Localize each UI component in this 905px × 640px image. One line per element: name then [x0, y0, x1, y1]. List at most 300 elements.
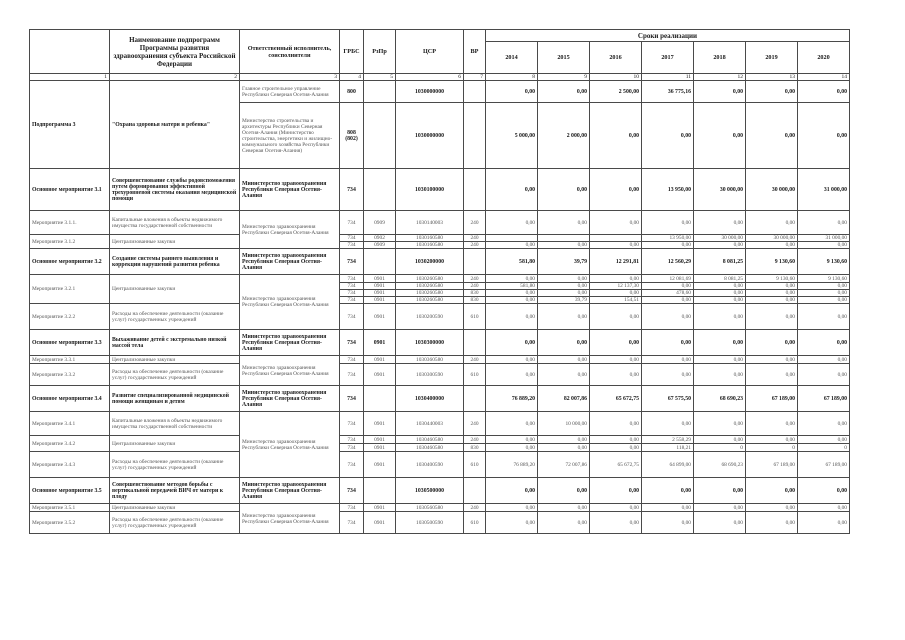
row-code: Мероприятие 3.1.1.: [30, 211, 110, 235]
row-rzpr: 0901: [364, 275, 396, 283]
row-code: Мероприятие 3.2.1: [30, 275, 110, 304]
row-csr: 1030460580: [396, 444, 464, 452]
row-code: Мероприятие 3.5.2: [30, 512, 110, 534]
row-value: 0,00: [486, 478, 538, 504]
row-name: Централизованные закупки: [110, 235, 240, 249]
table-row-activity-3-3-2: [30, 364, 850, 386]
row-grbs: 734: [340, 364, 364, 386]
row-value: 12 137,30: [590, 283, 642, 290]
row-value: 0,00: [798, 330, 850, 356]
row-value: 12 560,29: [642, 249, 694, 275]
row-value: 0,00: [538, 504, 590, 512]
row-rzpr: 0901: [364, 290, 396, 297]
row-value: 0,00: [486, 211, 538, 235]
row-value: 0,00: [486, 330, 538, 356]
row-csr: 1030200590: [396, 304, 464, 330]
header-executor: Ответственный исполнитель, соисполнители: [240, 30, 340, 74]
row-code: Подпрограмма 3: [30, 81, 110, 169]
row-value: 0,00: [746, 436, 798, 444]
row-value: 0,00: [590, 444, 642, 452]
row-vr: 240: [464, 211, 486, 235]
row-grbs: 734: [340, 290, 364, 297]
row-value: 82 007,86: [538, 386, 590, 412]
header-blank-cell: [30, 30, 110, 74]
row-value: [486, 235, 538, 242]
row-value: 9 130,60: [798, 275, 850, 283]
row-vr: 240: [464, 356, 486, 364]
row-value: 8 081,25: [694, 249, 746, 275]
column-index: 1: [30, 74, 110, 81]
header-name: Наименование подпрограмм Программы развития здравоохранения субъекта Российской Федерации: [110, 30, 240, 74]
row-value: 0,00: [798, 81, 850, 103]
row-value: 0,00: [538, 211, 590, 235]
row-value: 0,00: [642, 211, 694, 235]
row-csr: 1030100000: [396, 169, 464, 211]
row-value: 0,00: [694, 364, 746, 386]
row-value: 118,21: [642, 444, 694, 452]
row-grbs: 734: [340, 478, 364, 504]
row-value: 0,00: [538, 444, 590, 452]
column-index: 11: [642, 74, 694, 81]
row-value: 0,00: [746, 103, 798, 169]
column-index: 9: [538, 74, 590, 81]
row-value: 68 690,23: [694, 452, 746, 478]
row-value: 0,00: [486, 356, 538, 364]
row-value: 0,00: [538, 304, 590, 330]
row-value: 0,00: [746, 356, 798, 364]
row-value: 0,00: [746, 81, 798, 103]
column-index: 5: [364, 74, 396, 81]
row-value: 0,00: [590, 103, 642, 169]
row-value: 581,80: [486, 283, 538, 290]
row-csr: 1030160580: [396, 242, 464, 249]
header-year: 2019: [746, 42, 798, 74]
row-grbs: 734: [340, 444, 364, 452]
row-name: Выхаживание детей с экстремально низкой массой тела: [110, 330, 240, 356]
row-value: 0,00: [746, 504, 798, 512]
row-rzpr: 0902: [364, 235, 396, 242]
row-value: 0,00: [798, 211, 850, 235]
row-value: 13 950,00: [642, 169, 694, 211]
row-value: 0,00: [486, 436, 538, 444]
row-value: 30 000,00: [694, 235, 746, 242]
row-grbs: 734: [340, 242, 364, 249]
row-value: 0,00: [798, 436, 850, 444]
row-value: 0,00: [486, 304, 538, 330]
row-value: 0,00: [694, 412, 746, 436]
row-vr: [464, 478, 486, 504]
column-index: 8: [486, 74, 538, 81]
column-index: 13: [746, 74, 798, 81]
row-csr: 1030400000: [396, 386, 464, 412]
row-value: 0,00: [798, 304, 850, 330]
row-executor: Министерство здравоохранения Республики Северная Осетия-Алания: [240, 504, 340, 534]
row-value: 0: [798, 444, 850, 452]
row-rzpr: [364, 249, 396, 275]
row-value: 0,00: [590, 412, 642, 436]
row-value: 0,00: [486, 81, 538, 103]
row-csr: 1030260580: [396, 283, 464, 290]
row-csr: 1030260580: [396, 297, 464, 304]
row-name: Совершенствование службы родовспоможения путем формирования эффективной трехуровневой системы оказания медицинской помощи: [110, 169, 240, 211]
row-code: Основное мероприятие 3.3: [30, 330, 110, 356]
row-csr: 1030200000: [396, 249, 464, 275]
row-grbs: 734: [340, 356, 364, 364]
table-row-activity-3-4-3: [30, 452, 850, 478]
row-value: 0,00: [538, 512, 590, 534]
row-value: 0,00: [642, 412, 694, 436]
row-value: 13 950,00: [642, 235, 694, 242]
column-index: 6: [396, 74, 464, 81]
row-value: 0,00: [642, 330, 694, 356]
row-value: 0,00: [694, 103, 746, 169]
row-value: [538, 235, 590, 242]
table-row-activity-3-1-1: [30, 211, 850, 235]
row-value: 0,00: [798, 103, 850, 169]
row-value: 0,00: [746, 283, 798, 290]
row-value: 0,00: [590, 364, 642, 386]
row-value: 0,00: [486, 275, 538, 283]
row-value: 0,00: [746, 330, 798, 356]
row-executor: Министерство здравоохранения Республики Северная Осетия-Алания: [240, 169, 340, 211]
row-value: 0,00: [746, 478, 798, 504]
row-csr: 1030400590: [396, 452, 464, 478]
row-value: 0,00: [590, 504, 642, 512]
row-rzpr: 0901: [364, 364, 396, 386]
row-value: 36 775,16: [642, 81, 694, 103]
row-grbs: 734: [340, 512, 364, 534]
row-value: 0,00: [798, 512, 850, 534]
row-vr: 830: [464, 297, 486, 304]
row-value: 0,00: [538, 283, 590, 290]
row-csr: 1030000000: [396, 103, 464, 169]
header-terms: Сроки реализации: [486, 30, 850, 42]
row-grbs: 734: [340, 275, 364, 283]
row-value: 0,00: [642, 512, 694, 534]
row-value: 0: [694, 444, 746, 452]
row-grbs: 734: [340, 436, 364, 444]
row-executor: Министерство здравоохранения Республики Северная Осетия-Алания: [240, 330, 340, 356]
row-value: 0,00: [486, 290, 538, 297]
row-vr: 240: [464, 235, 486, 242]
row-vr: 830: [464, 290, 486, 297]
row-value: 67 189,00: [746, 386, 798, 412]
row-value: 0,00: [538, 275, 590, 283]
row-code: Мероприятие 3.2.2: [30, 304, 110, 330]
row-value: 2 558,29: [642, 436, 694, 444]
row-value: 581,80: [486, 249, 538, 275]
row-code: Мероприятие 3.5.1: [30, 504, 110, 512]
row-value: 0,00: [486, 504, 538, 512]
row-value: 67 189,00: [746, 452, 798, 478]
header-year: 2017: [642, 42, 694, 74]
table-row-activity-3-2-2: [30, 304, 850, 330]
row-rzpr: 0901: [364, 436, 396, 444]
row-value: 0,00: [486, 297, 538, 304]
header-year: 2014: [486, 42, 538, 74]
row-rzpr: [364, 103, 396, 169]
row-executor: Министерство строительства и архитектуры Республики Северная Осетия-Алания (Министерство строительства, энергетики и жилищно-коммунального хозяйства Республики Северная Осетия-Алания): [240, 103, 340, 169]
row-value: 0,00: [694, 436, 746, 444]
row-csr: 1030500000: [396, 478, 464, 504]
row-grbs: 808 (802): [340, 103, 364, 169]
row-value: 30 000,00: [746, 169, 798, 211]
row-value: 39,79: [538, 249, 590, 275]
row-value: 0,00: [746, 412, 798, 436]
row-value: 39,79: [538, 297, 590, 304]
row-value: 9 130,60: [746, 275, 798, 283]
header-year: 2016: [590, 42, 642, 74]
row-executor: Министерство здравоохранения Республики Северная Осетия-Алания: [240, 412, 340, 478]
table-row-activity-3-2-1: [30, 275, 850, 283]
header-year: 2015: [538, 42, 590, 74]
row-csr: 1030260580: [396, 275, 464, 283]
row-rzpr: 0901: [364, 283, 396, 290]
row-value: 0,00: [590, 436, 642, 444]
row-value: 0,00: [694, 211, 746, 235]
row-rzpr: [364, 169, 396, 211]
row-code: Мероприятие 3.3.2: [30, 364, 110, 386]
row-executor: Министерство здравоохранения Республики Северная Осетия-Алания: [240, 211, 340, 249]
row-vr: 610: [464, 364, 486, 386]
row-value: 0,00: [642, 283, 694, 290]
row-value: 0,00: [694, 297, 746, 304]
row-rzpr: 0901: [364, 297, 396, 304]
column-index: 10: [590, 74, 642, 81]
row-value: 0,00: [798, 290, 850, 297]
row-grbs: 734: [340, 211, 364, 235]
row-executor: Министерство здравоохранения Республики Северная Осетия-Алания: [240, 275, 340, 330]
row-vr: 830: [464, 444, 486, 452]
row-csr: 1030500590: [396, 512, 464, 534]
row-code: Основное мероприятие 3.4: [30, 386, 110, 412]
table-row-activity-3-3-1: [30, 356, 850, 364]
row-value: 9 130,60: [746, 249, 798, 275]
row-value: 0,00: [590, 169, 642, 211]
row-value: 154,51: [590, 297, 642, 304]
row-value: 0,00: [798, 412, 850, 436]
row-value: 0,00: [590, 242, 642, 249]
row-name: Совершенствование методов борьбы с вертикальной передачей ВИЧ от матери к плоду: [110, 478, 240, 504]
row-value: 0,00: [694, 504, 746, 512]
row-value: 5 000,00: [486, 103, 538, 169]
row-code: Мероприятие 3.3.1: [30, 356, 110, 364]
row-value: 0,00: [538, 242, 590, 249]
row-name: Капитальные вложения в объекты недвижимого имущества государственной собственности: [110, 211, 240, 235]
row-value: 30 000,00: [746, 235, 798, 242]
row-value: 0,00: [590, 478, 642, 504]
row-csr: 1030260580: [396, 290, 464, 297]
row-rzpr: 0909: [364, 211, 396, 235]
row-value: 0,00: [590, 356, 642, 364]
row-vr: 240: [464, 275, 486, 283]
column-index: 4: [340, 74, 364, 81]
row-executor: Министерство здравоохранения Республики Северная Осетия-Алания: [240, 386, 340, 412]
row-value: 2 000,00: [538, 103, 590, 169]
row-grbs: 734: [340, 330, 364, 356]
row-code: Основное мероприятие 3.5: [30, 478, 110, 504]
row-csr: 1030160580: [396, 235, 464, 242]
row-rzpr: 0901: [364, 504, 396, 512]
table-row-main-activity-3-4: [30, 386, 850, 412]
row-csr: 1030360580: [396, 356, 464, 364]
row-value: 72 007,86: [538, 452, 590, 478]
row-value: 0,00: [746, 290, 798, 297]
header-row-1: [30, 30, 850, 42]
row-name: Централизованные закупки: [110, 436, 240, 452]
row-value: 0,00: [538, 290, 590, 297]
row-value: 31 000,00: [798, 169, 850, 211]
row-value: 0,00: [642, 304, 694, 330]
row-value: 2 500,00: [590, 81, 642, 103]
row-value: 68 690,23: [694, 386, 746, 412]
column-index: 3: [240, 74, 340, 81]
row-value: 0,00: [538, 364, 590, 386]
row-value: 67 575,50: [642, 386, 694, 412]
row-value: 0,00: [538, 436, 590, 444]
row-value: 0: [746, 444, 798, 452]
row-csr: 1030140003: [396, 211, 464, 235]
row-vr: 240: [464, 436, 486, 444]
row-executor: Министерство здравоохранения Республики Северная Осетия-Алания: [240, 478, 340, 504]
row-value: 0,00: [642, 297, 694, 304]
row-value: 0,00: [746, 304, 798, 330]
row-value: 0,00: [798, 297, 850, 304]
row-name: Развитие специализированной медицинской помощи женщинам и детям: [110, 386, 240, 412]
row-value: 65 672,75: [590, 386, 642, 412]
row-vr: [464, 103, 486, 169]
row-value: 65 672,75: [590, 452, 642, 478]
row-csr: 1030300000: [396, 330, 464, 356]
row-value: 0,00: [694, 242, 746, 249]
row-name: Централизованные закупки: [110, 356, 240, 364]
table-row-activity-3-5-2: [30, 512, 850, 534]
row-value: 67 189,00: [798, 452, 850, 478]
row-name: Расходы на обеспечение деятельности (оказание услуг) государственных учреждений: [110, 304, 240, 330]
row-vr: [464, 330, 486, 356]
row-value: 0,00: [694, 290, 746, 297]
row-name: Расходы на обеспечение деятельности (оказание услуг) государственных учреждений: [110, 512, 240, 534]
row-code: Мероприятие 3.4.3: [30, 452, 110, 478]
row-csr: 1030560580: [396, 504, 464, 512]
table-row-activity-3-5-1: [30, 504, 850, 512]
row-executor: Министерство здравоохранения Республики Северная Осетия-Алания: [240, 249, 340, 275]
row-code: Мероприятие 3.4.1: [30, 412, 110, 436]
column-index: 14: [798, 74, 850, 81]
row-value: 0,00: [694, 330, 746, 356]
row-name: Централизованные закупки: [110, 504, 240, 512]
row-code: Мероприятие 3.4.2: [30, 436, 110, 452]
budget-table: [29, 29, 850, 534]
row-rzpr: 0901: [364, 512, 396, 534]
row-value: 0,00: [798, 356, 850, 364]
row-value: 10 000,00: [538, 412, 590, 436]
row-value: 12 291,81: [590, 249, 642, 275]
row-vr: [464, 249, 486, 275]
row-grbs: 734: [340, 504, 364, 512]
row-value: 0,00: [642, 103, 694, 169]
header-year: 2020: [798, 42, 850, 74]
row-value: 0,00: [642, 478, 694, 504]
row-name: Расходы на обеспечение деятельности (оказание услуг) государственных учреждений: [110, 452, 240, 478]
row-grbs: 800: [340, 81, 364, 103]
row-vr: 610: [464, 452, 486, 478]
row-value: 478,60: [642, 290, 694, 297]
row-value: 0,00: [538, 169, 590, 211]
row-value: 0,00: [694, 304, 746, 330]
table-row-activity-3-4-1: [30, 412, 850, 436]
row-value: 0,00: [538, 356, 590, 364]
column-index: 2: [110, 74, 240, 81]
row-value: 0,00: [590, 290, 642, 297]
row-value: 0,00: [590, 304, 642, 330]
row-grbs: 734: [340, 386, 364, 412]
row-csr: 1030460580: [396, 436, 464, 444]
table-row-activity-3-1-2: [30, 235, 850, 242]
column-index: 12: [694, 74, 746, 81]
row-rzpr: 0901: [364, 412, 396, 436]
row-value: 8 081,25: [694, 275, 746, 283]
row-value: 0,00: [590, 512, 642, 534]
row-value: 9 130,60: [798, 249, 850, 275]
row-name: Капитальные вложения в объекты недвижимого имущества государственной собственности: [110, 412, 240, 436]
row-grbs: 734: [340, 249, 364, 275]
row-value: 0,00: [746, 297, 798, 304]
row-vr: [464, 386, 486, 412]
row-value: 31 000,00: [798, 235, 850, 242]
row-value: 0,00: [486, 169, 538, 211]
row-value: 0,00: [486, 512, 538, 534]
row-vr: [464, 81, 486, 103]
row-value: 0,00: [590, 275, 642, 283]
header-csr: ЦСР: [396, 30, 464, 74]
row-csr: 1030300590: [396, 364, 464, 386]
row-rzpr: [364, 478, 396, 504]
row-vr: 240: [464, 242, 486, 249]
row-rzpr: 0901: [364, 452, 396, 478]
column-index: 7: [464, 74, 486, 81]
row-rzpr: 0909: [364, 242, 396, 249]
row-value: 0,00: [694, 356, 746, 364]
row-value: 0,00: [694, 283, 746, 290]
row-value: 0,00: [746, 512, 798, 534]
row-vr: 610: [464, 512, 486, 534]
row-value: 0,00: [486, 444, 538, 452]
column-index-row: [30, 74, 850, 81]
row-code: Основное мероприятие 3.2: [30, 249, 110, 275]
row-value: 0,00: [486, 242, 538, 249]
row-value: 64 899,00: [642, 452, 694, 478]
row-vr: 240: [464, 504, 486, 512]
row-vr: 240: [464, 283, 486, 290]
table-row-main-activity-3-3: [30, 330, 850, 356]
row-value: 0,00: [486, 412, 538, 436]
row-rzpr: 0901: [364, 304, 396, 330]
row-value: [590, 235, 642, 242]
row-value: 0,00: [798, 504, 850, 512]
row-executor: Министерство здравоохранения Республики Северная Осетия-Алания: [240, 356, 340, 386]
row-value: 0,00: [746, 364, 798, 386]
row-grbs: 734: [340, 452, 364, 478]
row-value: 0,00: [538, 330, 590, 356]
row-value: 0,00: [798, 364, 850, 386]
row-grbs: 734: [340, 283, 364, 290]
table-row-main-activity-3-1: [30, 169, 850, 211]
row-value: 30 000,00: [694, 169, 746, 211]
row-value: 0,00: [642, 356, 694, 364]
row-value: 0,00: [538, 478, 590, 504]
header-year: 2018: [694, 42, 746, 74]
